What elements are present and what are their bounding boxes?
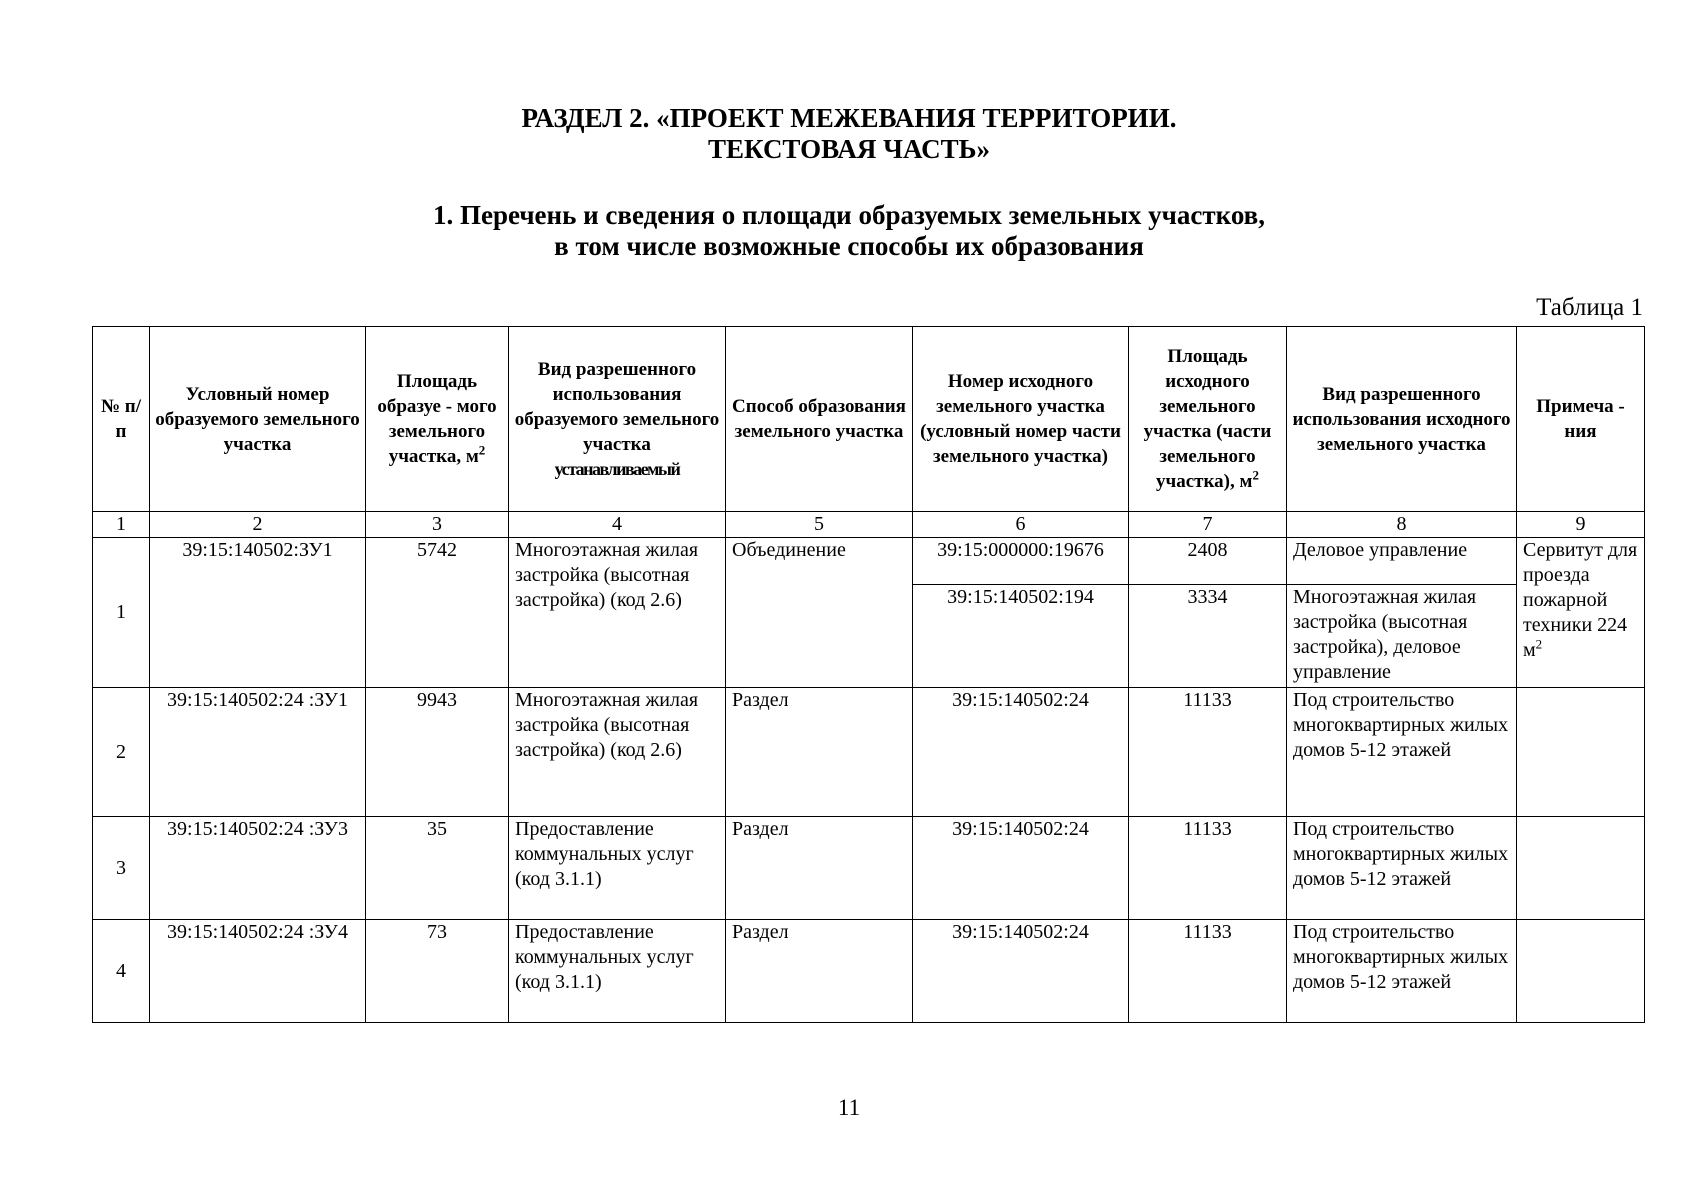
cell-source-use: Под строительство многоквартирных жилых домов 5-12 этажей [1287, 817, 1517, 920]
cell-num: 3 [93, 817, 150, 920]
cell-source-number: 39:15:000000:19676 [913, 538, 1129, 585]
cell-notes: Сервитут для проезда пожарной техники 224 $м^2$ [1517, 538, 1645, 688]
table-row [93, 688, 1645, 817]
header-source-area: Площадь исходного земельного участка (части земельного участка), $м^2$ [1129, 327, 1287, 512]
cell-source-number: 39:15:140502:24 [913, 817, 1129, 920]
column-number: 9 [1517, 512, 1645, 538]
cell-source-number: 39:15:140502:194 [913, 585, 1129, 688]
cell-plot-area: 5742 [366, 538, 509, 688]
cell-plot-use: Многоэтажная жилая застройка (высотная застройка) (код 2.6) [509, 688, 726, 817]
table-row [93, 538, 1645, 585]
table-row [93, 817, 1645, 920]
cell-plot-use: Предоставление коммунальных услуг (код 3.1.1) [509, 920, 726, 1023]
header-plot-use: Вид разрешенного использования образуемого земельного участка устанавливаемый [509, 327, 726, 512]
cell-num: 1 [93, 538, 150, 688]
cell-plot-number: 39:15:140502:24 :ЗУ1 [150, 688, 366, 817]
land-plots-table [92, 326, 1645, 1023]
section-title [0, 103, 1698, 165]
cell-plot-use: Предоставление коммунальных услуг (код 3.1.1) [509, 817, 726, 920]
cell-num: 2 [93, 688, 150, 817]
header-plot-use-extra: устанавливаемый [554, 458, 680, 479]
list-title-line-2: в том числе возможные способы их образования [554, 231, 1144, 261]
header-num: № п/п [93, 327, 150, 512]
table-row [93, 920, 1645, 1023]
list-title-line-1: 1. Перечень и сведения о площади образуемых земельных участков, [433, 200, 1265, 230]
column-number: 8 [1287, 512, 1517, 538]
column-number: 4 [509, 512, 726, 538]
section-title-line-1: РАЗДЕЛ 2. «ПРОЕКТ МЕЖЕВАНИЯ ТЕРРИТОРИИ. [521, 103, 1177, 133]
header-plot-number: Условный номер образуемого земельного участка [150, 327, 366, 512]
cell-notes [1517, 688, 1645, 817]
header-notes: Примеча - ния [1517, 327, 1645, 512]
cell-plot-number: 39:15:140502:ЗУ1 [150, 538, 366, 688]
cell-source-area: 11133 [1129, 817, 1287, 920]
cell-source-area: 11133 [1129, 920, 1287, 1023]
cell-source-use: Под строительство многоквартирных жилых домов 5-12 этажей [1287, 688, 1517, 817]
column-number: 5 [726, 512, 913, 538]
page-number: 11 [837, 1095, 861, 1120]
header-source-number: Номер исходного земельного участка (условный номер части земельного участка) [913, 327, 1129, 512]
cell-plot-number: 39:15:140502:24 :ЗУ4 [150, 920, 366, 1023]
column-number: 3 [366, 512, 509, 538]
cell-source-area: 3334 [1129, 585, 1287, 688]
cell-source-use: Многоэтажная жилая застройка (высотная застройка), деловое управление [1287, 585, 1517, 688]
cell-method: Раздел [726, 817, 913, 920]
section-title-line-2: ТЕКСТОВАЯ ЧАСТЬ» [708, 134, 990, 164]
cell-plot-use: Многоэтажная жилая застройка (высотная застройка) (код 2.6) [509, 538, 726, 688]
cell-source-use: Под строительство многоквартирных жилых домов 5-12 этажей [1287, 920, 1517, 1023]
cell-method: Объединение [726, 538, 913, 688]
cell-plot-area: 9943 [366, 688, 509, 817]
cell-source-number: 39:15:140502:24 [913, 920, 1129, 1023]
cell-method: Раздел [726, 920, 913, 1023]
header-method: Способ образования земельного участка [726, 327, 913, 512]
cell-plot-number: 39:15:140502:24 :ЗУ3 [150, 817, 366, 920]
cell-source-use: Деловое управление [1287, 538, 1517, 585]
cell-notes [1517, 920, 1645, 1023]
column-number: 6 [913, 512, 1129, 538]
column-number-row [93, 512, 1645, 538]
cell-plot-area: 73 [366, 920, 509, 1023]
column-number: 1 [93, 512, 150, 538]
list-title [0, 200, 1698, 262]
cell-source-number: 39:15:140502:24 [913, 688, 1129, 817]
table-caption: Таблица 1 [1536, 294, 1643, 321]
cell-method: Раздел [726, 688, 913, 817]
table-header-row [93, 327, 1645, 512]
header-plot-area: Площадь образуе - мого земельного участка, $м^2$ [366, 327, 509, 512]
cell-source-area: 11133 [1129, 688, 1287, 817]
cell-num: 4 [93, 920, 150, 1023]
cell-notes [1517, 817, 1645, 920]
column-number: 2 [150, 512, 366, 538]
cell-source-area: 2408 [1129, 538, 1287, 585]
cell-plot-area: 35 [366, 817, 509, 920]
header-source-use: Вид разрешенного использования исходного земельного участка [1287, 327, 1517, 512]
column-number: 7 [1129, 512, 1287, 538]
